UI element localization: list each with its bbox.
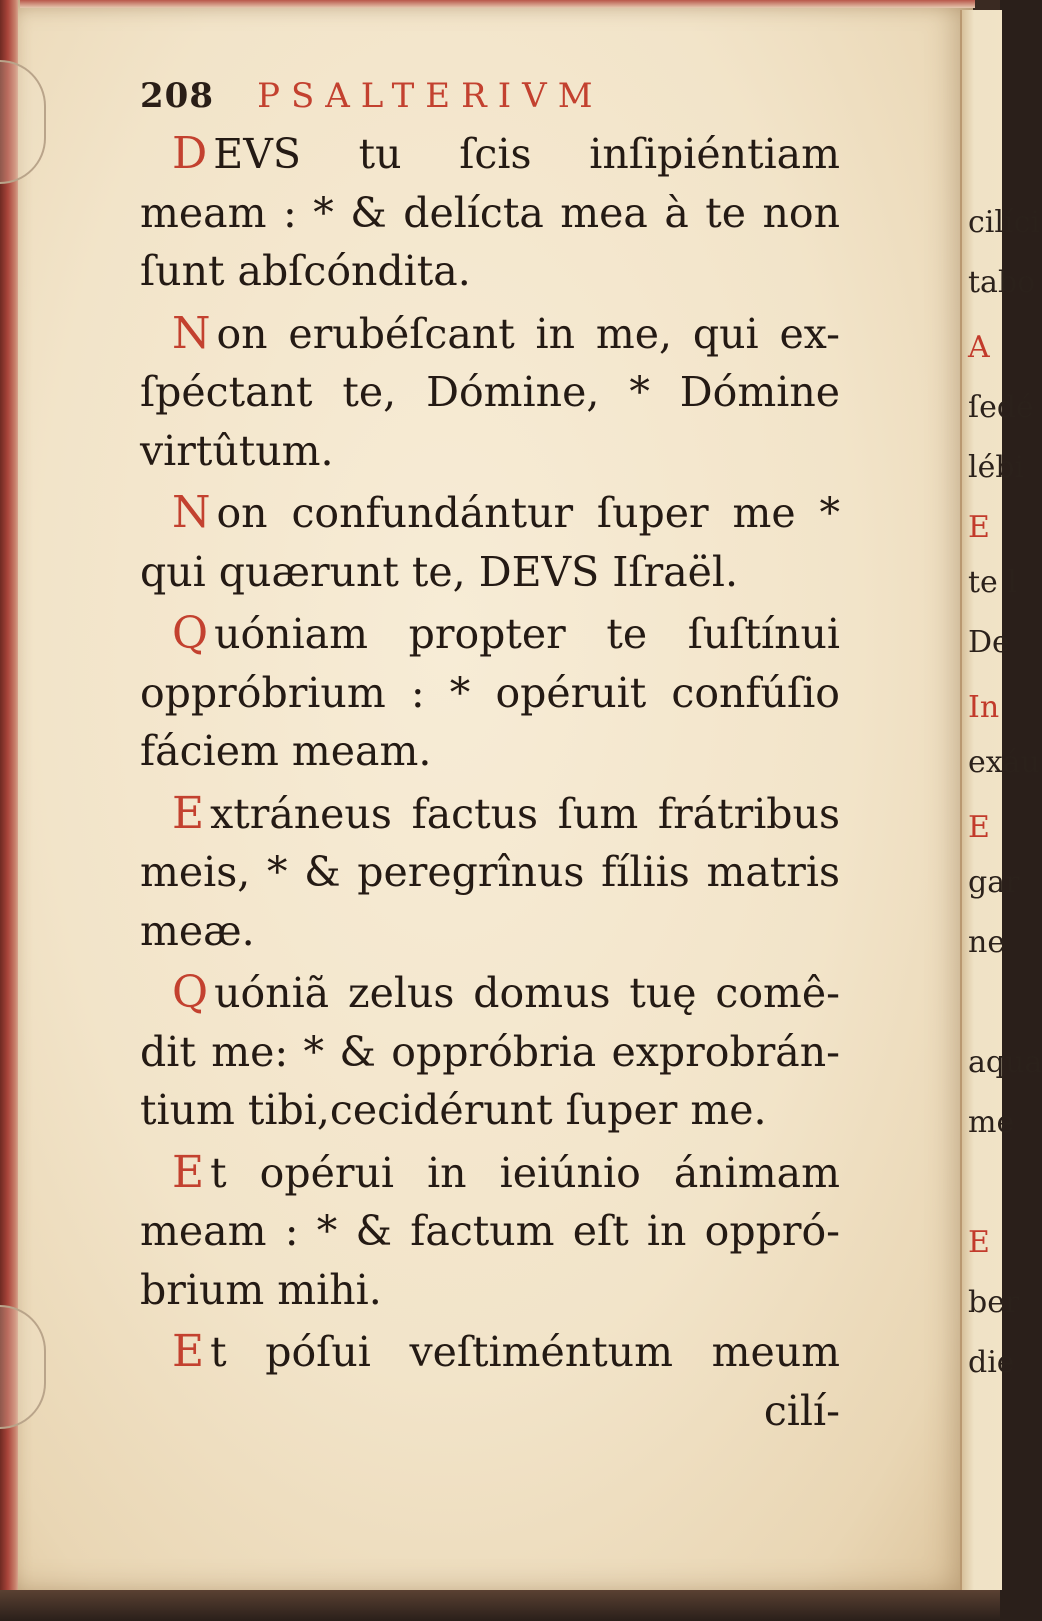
facing-fragment: cilíci <box>968 205 1040 240</box>
facing-fragment: te l <box>968 565 1017 600</box>
page-number: 208 <box>140 76 214 116</box>
verse-line <box>140 484 840 543</box>
rubric-initial: Q <box>172 967 209 1018</box>
facing-fragment: In <box>968 690 1000 725</box>
facing-fragment: gar <box>968 865 1020 900</box>
facing-fragment: me <box>968 1105 1015 1140</box>
verse-line: fáciem meam. <box>140 727 432 775</box>
psalm-text <box>140 125 840 1440</box>
verse-line: meam : * & factum eſt in oppró- <box>140 1207 840 1255</box>
page-top-edge <box>20 0 975 8</box>
verse-line: dit me: * & oppróbria exprobrán- <box>140 1027 840 1076</box>
rubric-initial: Q <box>172 608 209 659</box>
running-head: PSALTERIVM <box>257 76 604 116</box>
verse-text: t póſui veſtiméntum meum <box>210 1328 840 1376</box>
verse-text: uóniam propter te ſuſtínui <box>214 610 840 658</box>
facing-fragment: A <box>968 330 990 365</box>
verse-line: qui quærunt te, DEVS Iſraël. <box>140 547 739 596</box>
facing-fragment: lébi <box>968 450 1025 485</box>
verse-text: EVS tu ſcis inſipiéntiam <box>213 130 840 178</box>
facing-fragment: aqua <box>968 1045 1042 1080</box>
facing-fragment: De <box>968 625 1010 660</box>
verse-line <box>140 305 840 364</box>
facing-fragment: ſedé <box>968 390 1034 425</box>
verse-text: on confundántur ſuper me * <box>216 489 840 537</box>
facing-fragment: E <box>968 810 990 845</box>
verse-text: xtráneus factus ſum frátribus <box>210 789 840 838</box>
facing-fragment: ne <box>968 925 1006 960</box>
catchword: cilí- <box>763 1386 840 1435</box>
facing-fragment: E <box>968 1225 990 1260</box>
rubric-initial: N <box>172 487 211 538</box>
rubric-initial: N <box>172 307 211 359</box>
verse-line <box>140 785 840 844</box>
facing-fragment: exáu <box>968 745 1040 780</box>
facing-fragment: die <box>968 1345 1015 1380</box>
facing-page <box>960 10 1042 1590</box>
verse-line: ſpéctant te, Dómine, * Dómine <box>140 368 840 416</box>
verse-text: t opérui in ieiúnio ánimam <box>210 1148 840 1197</box>
rubric-initial: E <box>172 1326 205 1377</box>
verse-text: uóniã zelus domus tuę comê- <box>214 969 840 1017</box>
page-bottom-edge <box>0 1590 1000 1621</box>
verse-line: virtûtum. <box>140 426 334 475</box>
verse-line <box>140 964 840 1023</box>
verse-line <box>140 605 840 664</box>
verse-line: oppróbrium : * opéruit confúſio <box>140 668 840 717</box>
rubric-initial: E <box>172 1146 205 1198</box>
verse-line <box>140 1144 840 1203</box>
verse-line: brium mihi. <box>140 1265 382 1314</box>
verse-line <box>140 125 840 184</box>
rubric-initial: E <box>172 787 205 839</box>
verse-line <box>140 1323 840 1382</box>
verse-line: meæ. <box>140 906 255 955</box>
verse-line: ſunt abſcóndita. <box>140 247 471 295</box>
rubric-initial: D <box>172 128 208 179</box>
facing-fragment: tabo <box>968 265 1036 300</box>
facing-fragment: E <box>968 510 990 545</box>
verse-line: tium tibi,cecidérunt ſuper me. <box>140 1086 767 1134</box>
page-header <box>140 76 604 116</box>
verse-text: on erubéſcant in me, qui ex- <box>216 309 840 358</box>
facing-fragment: ber <box>968 1285 1020 1320</box>
verse-line: meis, * & peregrînus fíliis matris <box>140 848 840 896</box>
verse-line: meam : * & delícta mea à te non <box>140 188 840 237</box>
